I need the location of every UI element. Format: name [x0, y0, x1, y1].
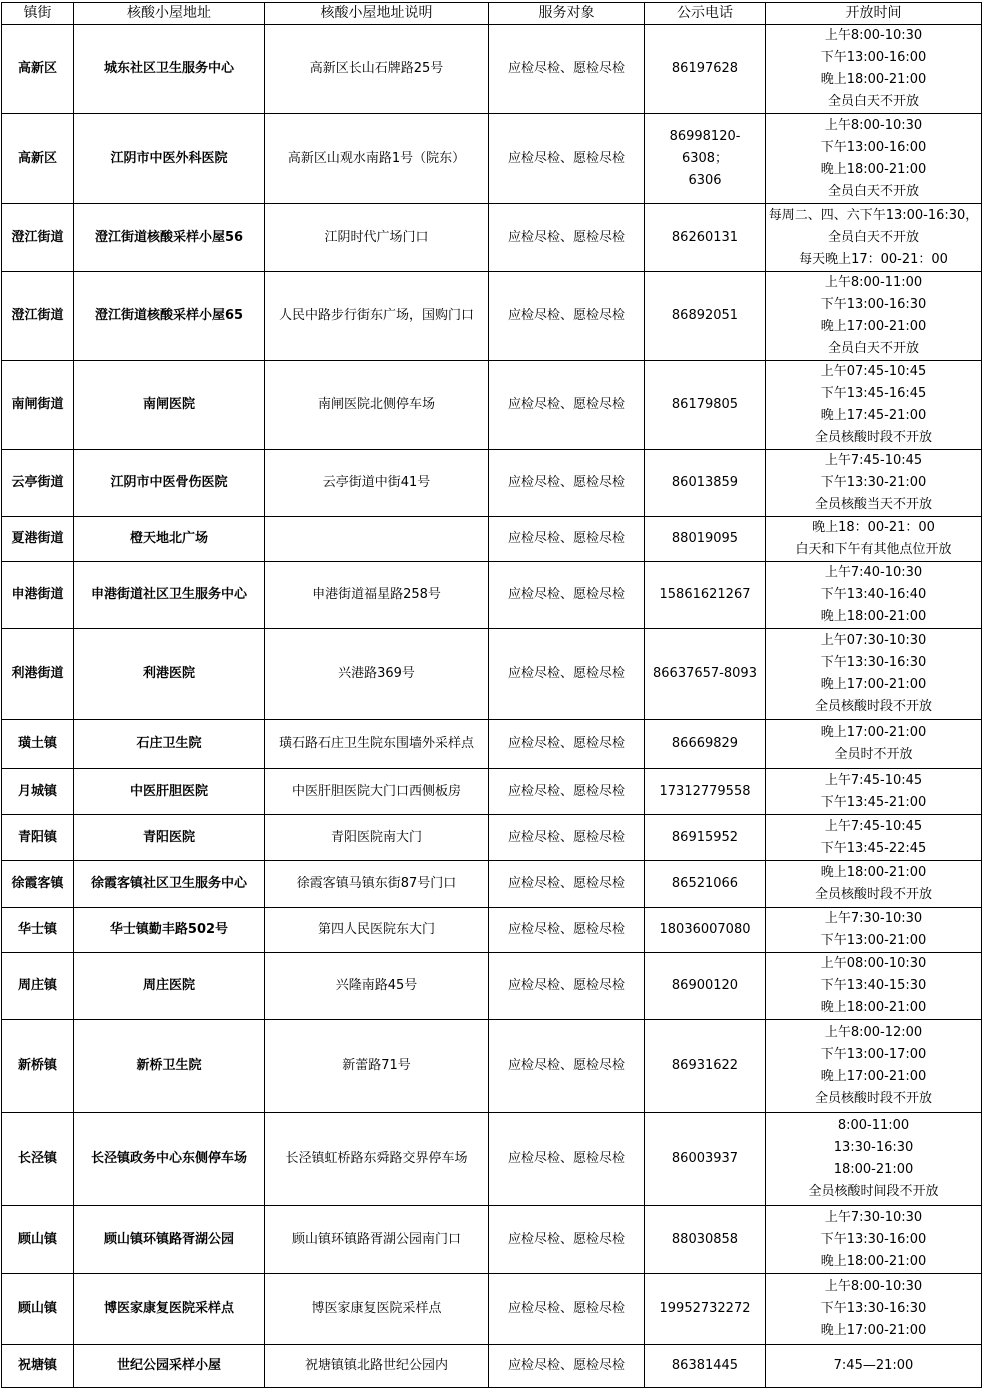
phone-number: 86900120 — [671, 978, 739, 993]
header-address-note: 核酸小屋地址说明 — [265, 3, 489, 25]
hours-line: 上午7:40-10:30 — [824, 565, 923, 580]
phone-number: 86669829 — [671, 736, 739, 751]
town-cell: 华士镇 — [2, 908, 74, 953]
service-target-cell: 应检尽检、愿检尽检 — [489, 272, 645, 361]
opening-hours-cell — [766, 114, 982, 204]
table-row — [2, 1345, 982, 1388]
table-row — [2, 25, 982, 114]
table-row — [2, 1020, 982, 1113]
town-cell: 青阳镇 — [2, 815, 74, 861]
address-note-cell — [265, 517, 489, 562]
hours-line: 全员时不开放 — [834, 747, 913, 762]
hours-line: 晚上18:00-21:00 — [820, 1253, 927, 1269]
phone-cell — [645, 769, 766, 815]
address-note-cell: 兴港路369号 — [265, 629, 489, 720]
table-row — [2, 953, 982, 1020]
site-name-cell: 橙天地北广场 — [74, 517, 265, 562]
hours-line: 全员核酸当天不开放 — [814, 497, 932, 512]
hours-line: 下午13:00-16:00 — [820, 139, 927, 155]
address-note-cell: 徐霞客镇马镇东街87号门口 — [265, 861, 489, 908]
address-note-cell: 中医肝胆医院大门口西侧板房 — [265, 769, 489, 815]
hours-line: 晚上18:00-21:00 — [820, 609, 927, 624]
header-service-target: 服务对象 — [489, 3, 645, 25]
phone-number: 86915952 — [671, 829, 739, 845]
table-row — [2, 114, 982, 204]
site-name-cell: 澄江街道核酸采样小屋65 — [74, 272, 265, 361]
service-target-cell: 应检尽检、愿检尽检 — [489, 204, 645, 272]
phone-number: 86998120-6308； — [669, 128, 741, 166]
town-cell: 周庄镇 — [2, 953, 74, 1020]
hours-line: 上午07:30-10:30 — [820, 633, 927, 648]
hours-line: 全员白天不开放 — [827, 229, 919, 245]
opening-hours-cell — [766, 204, 982, 272]
phone-cell — [645, 450, 766, 517]
phone-cell — [645, 361, 766, 450]
address-note-cell: 高新区山观水南路1号（院东） — [265, 114, 489, 204]
phone-number: 86179805 — [671, 397, 739, 412]
service-target-cell: 应检尽检、愿检尽检 — [489, 1113, 645, 1206]
phone-number: 18036007080 — [659, 922, 751, 937]
header-site-address: 核酸小屋地址 — [74, 3, 265, 25]
hours-line: 下午13:00-17:00 — [820, 1047, 927, 1062]
address-note-cell: 高新区长山石牌路25号 — [265, 25, 489, 114]
hours-line: 7:45—21:00 — [833, 1358, 914, 1373]
service-target-cell: 应检尽检、愿检尽检 — [489, 629, 645, 720]
site-name-cell: 博医家康复医院采样点 — [74, 1274, 265, 1345]
phone-cell — [645, 1020, 766, 1113]
hours-line: 13:30-16:30 — [833, 1140, 914, 1155]
address-note-cell: 云亭街道中街41号 — [265, 450, 489, 517]
opening-hours-cell — [766, 769, 982, 815]
hours-line: 下午13:00-16:30 — [820, 297, 927, 312]
address-note-cell: 新蕾路71号 — [265, 1020, 489, 1113]
table-row — [2, 562, 982, 629]
service-target-cell: 应检尽检、愿检尽检 — [489, 720, 645, 769]
hours-line: 上午8:00-11:00 — [824, 275, 923, 290]
hours-line: 上午8:00-12:00 — [824, 1025, 923, 1040]
testing-sites-table — [1, 2, 982, 1388]
address-note-cell: 人民中路步行街东广场，国购门口 — [265, 272, 489, 361]
town-cell: 申港街道 — [2, 562, 74, 629]
hours-line: 晚上18:00-21:00 — [820, 865, 927, 880]
phone-cell — [645, 629, 766, 720]
phone-number: 86637657-8093 — [653, 666, 757, 681]
hours-line: 上午7:30-10:30 — [824, 911, 923, 926]
town-cell: 新桥镇 — [2, 1020, 74, 1113]
hours-line: 晚上17:00-21:00 — [820, 725, 927, 740]
town-cell: 璜土镇 — [2, 720, 74, 769]
service-target-cell: 应检尽检、愿检尽检 — [489, 517, 645, 562]
phone-number: 86521066 — [671, 876, 739, 891]
hours-line: 上午8:00-10:30 — [824, 1279, 923, 1294]
phone-cell — [645, 908, 766, 953]
phone-number: 86260131 — [671, 229, 739, 245]
header-phone: 公示电话 — [645, 3, 766, 25]
town-cell: 云亭街道 — [2, 450, 74, 517]
hours-line: 晚上17:00-21:00 — [820, 677, 927, 692]
hours-line: 全员核酸时段不开放 — [814, 430, 932, 445]
opening-hours-cell — [766, 629, 982, 720]
town-cell: 顾山镇 — [2, 1206, 74, 1274]
phone-cell — [645, 953, 766, 1020]
opening-hours-cell — [766, 861, 982, 908]
town-cell: 祝塘镇 — [2, 1345, 74, 1388]
service-target-cell: 应检尽检、愿检尽检 — [489, 1206, 645, 1274]
hours-line: 下午13:30-16:00 — [820, 1231, 927, 1247]
town-cell: 澄江街道 — [2, 272, 74, 361]
table-row — [2, 1274, 982, 1345]
address-note-cell: 祝塘镇镇北路世纪公园内 — [265, 1345, 489, 1388]
hours-line: 上午7:45-10:45 — [824, 772, 923, 788]
address-note-cell: 长泾镇虹桥路东舜路交界停车场 — [265, 1113, 489, 1206]
address-note-cell: 第四人民医院东大门 — [265, 908, 489, 953]
town-cell: 南闸街道 — [2, 361, 74, 450]
header-row — [2, 3, 982, 25]
opening-hours-cell — [766, 450, 982, 517]
table-row — [2, 1206, 982, 1274]
service-target-cell: 应检尽检、愿检尽检 — [489, 769, 645, 815]
opening-hours-cell — [766, 1345, 982, 1388]
service-target-cell: 应检尽检、愿检尽检 — [489, 562, 645, 629]
hours-line: 晚上18:00-21:00 — [820, 1000, 927, 1015]
opening-hours-cell — [766, 25, 982, 114]
site-name-cell: 石庄卫生院 — [74, 720, 265, 769]
table-row — [2, 629, 982, 720]
phone-number: 6306 — [688, 172, 722, 188]
hours-line: 上午7:30-10:30 — [824, 1209, 923, 1225]
hours-line: 每周二、四、六下午13:00-16:30， — [768, 207, 979, 223]
table-row — [2, 450, 982, 517]
hours-line: 上午08:00-10:30 — [820, 956, 927, 971]
opening-hours-cell — [766, 517, 982, 562]
hours-line: 全员白天不开放 — [827, 341, 919, 356]
site-name-cell: 南闸医院 — [74, 361, 265, 450]
town-cell: 长泾镇 — [2, 1113, 74, 1206]
hours-line: 全员白天不开放 — [827, 183, 919, 199]
town-cell: 夏港街道 — [2, 517, 74, 562]
opening-hours-cell — [766, 1274, 982, 1345]
town-cell: 利港街道 — [2, 629, 74, 720]
town-cell: 顾山镇 — [2, 1274, 74, 1345]
table-row — [2, 272, 982, 361]
phone-number: 86197628 — [671, 61, 739, 76]
hours-line: 下午13:00-16:00 — [820, 50, 927, 65]
phone-cell — [645, 1345, 766, 1388]
address-note-cell: 璜石路石庄卫生院东围墙外采样点 — [265, 720, 489, 769]
hours-line: 全员核酸时段不开放 — [814, 887, 932, 902]
service-target-cell: 应检尽检、愿检尽检 — [489, 1274, 645, 1345]
phone-number: 86003937 — [671, 1151, 739, 1166]
hours-line: 上午7:45-10:45 — [824, 453, 923, 468]
opening-hours-cell — [766, 361, 982, 450]
address-note-cell: 兴隆南路45号 — [265, 953, 489, 1020]
site-name-cell: 华士镇勤丰路502号 — [74, 908, 265, 953]
hours-line: 上午8:00-10:30 — [824, 117, 923, 133]
phone-cell — [645, 272, 766, 361]
table-row — [2, 361, 982, 450]
opening-hours-cell — [766, 1020, 982, 1113]
table-row — [2, 769, 982, 815]
site-name-cell: 顾山镇环镇路胥湖公园 — [74, 1206, 265, 1274]
table-row — [2, 720, 982, 769]
service-target-cell: 应检尽检、愿检尽检 — [489, 450, 645, 517]
header-town: 镇街 — [2, 3, 74, 25]
phone-cell — [645, 1206, 766, 1274]
hours-line: 下午13:30-16:30 — [820, 655, 927, 670]
site-name-cell: 青阳医院 — [74, 815, 265, 861]
table-body — [2, 25, 982, 1388]
hours-line: 下午13:45-16:45 — [820, 386, 927, 401]
hours-line: 上午8:00-10:30 — [824, 28, 923, 43]
town-cell: 高新区 — [2, 25, 74, 114]
phone-cell — [645, 25, 766, 114]
phone-cell — [645, 815, 766, 861]
opening-hours-cell — [766, 720, 982, 769]
hours-line: 全员核酸时段不开放 — [814, 1091, 932, 1106]
phone-cell — [645, 517, 766, 562]
site-name-cell: 世纪公园采样小屋 — [74, 1345, 265, 1388]
hours-line: 晚上17:00-21:00 — [820, 1323, 927, 1338]
service-target-cell: 应检尽检、愿检尽检 — [489, 25, 645, 114]
site-name-cell: 徐霞客镇社区卫生服务中心 — [74, 861, 265, 908]
hours-line: 晚上17:00-21:00 — [820, 319, 927, 334]
hours-line: 下午13:30-21:00 — [820, 475, 927, 490]
hours-line: 下午13:00-21:00 — [820, 933, 927, 948]
hours-line: 白天和下午有其他点位开放 — [795, 542, 952, 557]
hours-line: 晚上18：00-21：00 — [812, 520, 935, 535]
site-name-cell: 周庄医院 — [74, 953, 265, 1020]
table-row — [2, 815, 982, 861]
hours-line: 全员白天不开放 — [827, 94, 919, 109]
address-note-cell: 博医家康复医院采样点 — [265, 1274, 489, 1345]
hours-line: 下午13:45-22:45 — [820, 840, 927, 856]
site-name-cell: 中医肝胆医院 — [74, 769, 265, 815]
hours-line: 晚上18:00-21:00 — [820, 72, 927, 87]
hours-line: 8:00-11:00 — [837, 1118, 910, 1133]
hours-line: 下午13:40-16:40 — [820, 587, 927, 602]
opening-hours-cell — [766, 1206, 982, 1274]
address-note-cell: 顾山镇环镇路胥湖公园南门口 — [265, 1206, 489, 1274]
phone-cell — [645, 114, 766, 204]
town-cell: 徐霞客镇 — [2, 861, 74, 908]
phone-number: 86013859 — [671, 475, 739, 490]
opening-hours-cell — [766, 815, 982, 861]
address-note-cell: 南闸医院北侧停车场 — [265, 361, 489, 450]
hours-line: 下午13:45-21:00 — [820, 794, 927, 810]
table-row — [2, 908, 982, 953]
service-target-cell: 应检尽检、愿检尽检 — [489, 1020, 645, 1113]
service-target-cell: 应检尽检、愿检尽检 — [489, 815, 645, 861]
phone-number: 15861621267 — [659, 587, 751, 602]
service-target-cell: 应检尽检、愿检尽检 — [489, 114, 645, 204]
phone-number: 88019095 — [671, 531, 739, 546]
hours-line: 上午7:45-10:45 — [824, 818, 923, 834]
hours-line: 上午07:45-10:45 — [820, 364, 927, 379]
hours-line: 每天晚上17：00-21：00 — [799, 251, 948, 267]
hours-line: 下午13:30-16:30 — [820, 1301, 927, 1316]
phone-number: 86892051 — [671, 308, 739, 323]
phone-cell — [645, 861, 766, 908]
hours-line: 晚上18:00-21:00 — [820, 161, 927, 177]
hours-line: 全员核酸时间段不开放 — [808, 1184, 939, 1199]
table-row — [2, 517, 982, 562]
phone-number: 88030858 — [671, 1231, 739, 1247]
service-target-cell: 应检尽检、愿检尽检 — [489, 1345, 645, 1388]
hours-line: 晚上17:00-21:00 — [820, 1069, 927, 1084]
opening-hours-cell — [766, 272, 982, 361]
opening-hours-cell — [766, 953, 982, 1020]
phone-cell — [645, 1274, 766, 1345]
service-target-cell: 应检尽检、愿检尽检 — [489, 908, 645, 953]
site-name-cell: 申港街道社区卫生服务中心 — [74, 562, 265, 629]
address-note-cell: 江阴时代广场门口 — [265, 204, 489, 272]
site-name-cell: 新桥卫生院 — [74, 1020, 265, 1113]
phone-cell — [645, 204, 766, 272]
site-name-cell: 澄江街道核酸采样小屋56 — [74, 204, 265, 272]
town-cell: 澄江街道 — [2, 204, 74, 272]
table-row — [2, 1113, 982, 1206]
hours-line: 全员核酸时段不开放 — [814, 699, 932, 714]
address-note-cell: 申港街道福星路258号 — [265, 562, 489, 629]
site-name-cell: 城东社区卫生服务中心 — [74, 25, 265, 114]
site-name-cell: 江阴市中医骨伤医院 — [74, 450, 265, 517]
site-name-cell: 利港医院 — [74, 629, 265, 720]
hours-line: 下午13:40-15:30 — [820, 978, 927, 993]
opening-hours-cell — [766, 908, 982, 953]
table-row — [2, 861, 982, 908]
town-cell: 高新区 — [2, 114, 74, 204]
phone-cell — [645, 720, 766, 769]
service-target-cell: 应检尽检、愿检尽检 — [489, 861, 645, 908]
opening-hours-cell — [766, 1113, 982, 1206]
phone-number: 17312779558 — [659, 783, 751, 799]
phone-number: 86381445 — [671, 1358, 739, 1373]
town-cell: 月城镇 — [2, 769, 74, 815]
service-target-cell: 应检尽检、愿检尽检 — [489, 361, 645, 450]
phone-number: 19952732272 — [659, 1301, 751, 1316]
site-name-cell: 长泾镇政务中心东侧停车场 — [74, 1113, 265, 1206]
site-name-cell: 江阴市中医外科医院 — [74, 114, 265, 204]
phone-number: 86931622 — [671, 1058, 739, 1073]
hours-line: 晚上17:45-21:00 — [820, 408, 927, 423]
service-target-cell: 应检尽检、愿检尽检 — [489, 953, 645, 1020]
hours-line: 18:00-21:00 — [833, 1162, 914, 1177]
opening-hours-cell — [766, 562, 982, 629]
header-opening-hours: 开放时间 — [766, 3, 982, 25]
table-row — [2, 204, 982, 272]
phone-cell — [645, 562, 766, 629]
address-note-cell: 青阳医院南大门 — [265, 815, 489, 861]
phone-cell — [645, 1113, 766, 1206]
